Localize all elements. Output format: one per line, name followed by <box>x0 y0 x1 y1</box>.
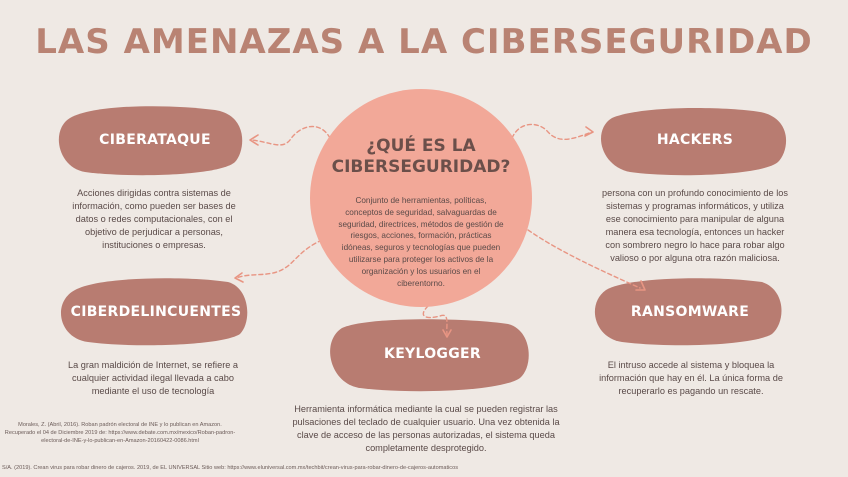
node-ransomware <box>600 294 780 330</box>
page-title: LAS AMENAZAS A LA CIBERSEGURIDAD <box>35 22 813 62</box>
node-ciberdelincuentes-label: CIBERDELINCUENTES <box>70 304 242 320</box>
reference-2: S/A. (2019). Crean virus para robar dinero de cajeros. 2019, de EL UNIVERSAL Sitio web: https://www.eluniversal.com.mx/techbit/crean-virus-para-robar-dinero-de-cajeros-automaticos <box>2 465 458 471</box>
arrow-to-hackers <box>512 124 592 139</box>
node-keylogger-label: KEYLOGGER <box>384 346 481 362</box>
node-hackers-label: HACKERS <box>656 132 734 148</box>
center-heading: ¿QUÉ ES LA CIBERSEGURIDAD? <box>331 136 511 177</box>
keylogger-description: Herramienta informática mediante la cual se pueden registrar las pulsaciones del teclado de cualquier usuario. Una vez obtenida la clave de acceso de las personas autorizadas, el sistema queda completamente desprotegido. <box>292 404 560 453</box>
node-ciberdelincuentes <box>66 294 246 330</box>
center-description: Conjunto de herramientas, políticas, conceptos de seguridad, salvaguardas de seguridad, directrices, métodos de gestión de riesgos, acciones, formación, prácticas idóneas, seguros y tecnologías que pueden utilizarse para proteger los activos de la organización y los usuarios en el ciberentorno. <box>338 196 504 288</box>
ciberdelincuentes-description: La gran maldición de Internet, se refiere a cualquier actividad ilegal llevada a cabo mediante el uso de tecnología <box>67 360 239 396</box>
reference-1: Morales, Z. (Abril, 2016). Roban padrón electoral de INE y lo publican en Amazon. Recuperado el 04 de Diciembre 2019 de: https://www.debate.com.mx/mexico/Roban-padron-electoral-de-INE-y-lo-publican-en-Amazon-20160422-0086.html <box>4 422 236 444</box>
node-ciberataque-label: CIBERATAQUE <box>99 132 211 148</box>
arrowhead-hackers <box>585 127 593 136</box>
node-hackers <box>610 122 780 158</box>
node-ransomware-label: RANSOMWARE <box>630 304 750 320</box>
arrow-to-ciberataque <box>252 126 330 144</box>
ciberataque-description: Acciones dirigidas contra sistemas de información, como pueden ser bases de datos o redes computacionales, con el objetivo de perjudicar a personas, instituciones o empresas. <box>72 188 236 250</box>
node-ciberataque <box>70 122 240 158</box>
ransomware-description: El intruso accede al sistema y bloquea la información que hay en él. La única forma de recuperarlo es pagando un rescate. <box>599 360 783 396</box>
node-keylogger <box>340 336 525 372</box>
arrow-to-ciberdelincuentes <box>236 240 322 278</box>
hackers-description: persona con un profundo conocimiento de los sistemas y programas informáticos, y utiliza ese conocimiento para manipular de alguna manera esa tecnología, entonces un hacker con sombrero negro lo hace para robar algo valioso o por alguna otra razón maliciosa. <box>602 188 788 263</box>
